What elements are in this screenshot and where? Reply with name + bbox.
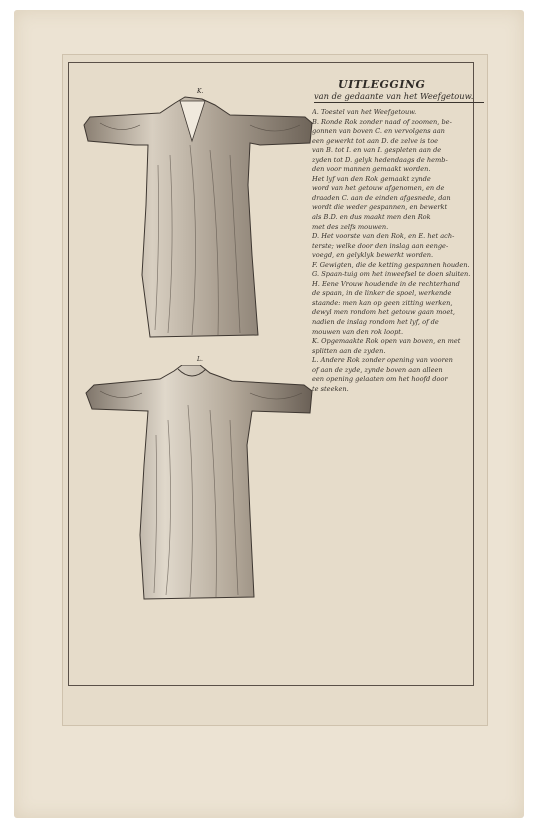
legend-line: D. Het voorste van den Rok, en E. het ach-	[312, 232, 455, 241]
garment-illustration-l	[82, 365, 322, 605]
plate-subtitle: van de gedaante van het Weefgetouw.	[314, 91, 484, 103]
legend-line: mouwen van den rok loopt.	[312, 327, 404, 336]
legend-text	[312, 108, 480, 394]
garment-illustration-k	[80, 95, 320, 345]
plate-title: UITLEGGING	[338, 78, 426, 91]
legend-line: met des zelfs mouwen.	[312, 222, 389, 231]
legend-line: H. Eene Vrouw houdende in de rechterhand	[312, 279, 460, 288]
legend-line: voegd, en gelyklyk bewerkt worden.	[312, 251, 434, 260]
legend-line: L. Andere Rok zonder opening van vooren	[312, 356, 453, 365]
legend-line: van B. tot I. en van I. gespleten aan de	[312, 146, 442, 155]
legend-line: een gewerkt tot aan D. de zelve is toe	[312, 136, 439, 145]
legend-line: F. Gewigten, die de ketting gespannen houden.	[312, 260, 470, 269]
legend-line: word van het getouw afgenomen, en de	[312, 184, 445, 193]
legend-line: te steeken.	[312, 384, 349, 393]
garment-k-body	[84, 97, 312, 337]
legend-line: zyden tot D. gelyk hedendaags de hemb-	[312, 155, 448, 164]
legend-line: als B.D. en dus maakt men den Rok	[312, 213, 431, 222]
legend-line: een opening gelaaten om het hoofd door	[312, 375, 448, 384]
legend-line: of aan de zyde, zynde boven aan alleen	[312, 365, 443, 374]
legend-line: wordt die weder gespannen, en bewerkt	[312, 203, 448, 212]
legend-line: staande: men kan op geen zitting werken,	[312, 298, 453, 307]
legend-line: den voor mannen gemaakt worden.	[312, 165, 431, 174]
legend-line: Het lyf van den Rok gemaakt zynde	[312, 174, 431, 183]
legend-line: dewyl men rondom het getouw gaan moet,	[312, 308, 456, 317]
legend-line: nadien de inslag rondom het lyf, of de	[312, 318, 439, 327]
legend-line: splitten aan de zyden.	[312, 346, 386, 355]
legend-line: A. Toestel van het Weefgetouw.	[312, 108, 417, 116]
legend-line: B. Ronde Rok zonder naad of zoomen, be-	[312, 117, 452, 126]
legend-line: K. Opgemaakte Rok open van boven, en met	[312, 337, 461, 346]
legend-line: draaden C. aan de einden afgesnede, dan	[312, 193, 451, 202]
figure-label-k: K.	[197, 88, 204, 95]
figure-label-l: L.	[197, 356, 203, 363]
garment-l-body	[86, 365, 312, 599]
legend-line: de spaan, in de linker de spoel, werkende	[312, 289, 452, 298]
legend-line: terste; welke door den inslag aan eenge-	[312, 241, 449, 250]
legend-line: gonnen van boven C. en vervolgens aan	[312, 127, 445, 136]
legend-line: G. Spaan-tuig om het inweefsel te doen sluiten.	[312, 270, 471, 279]
